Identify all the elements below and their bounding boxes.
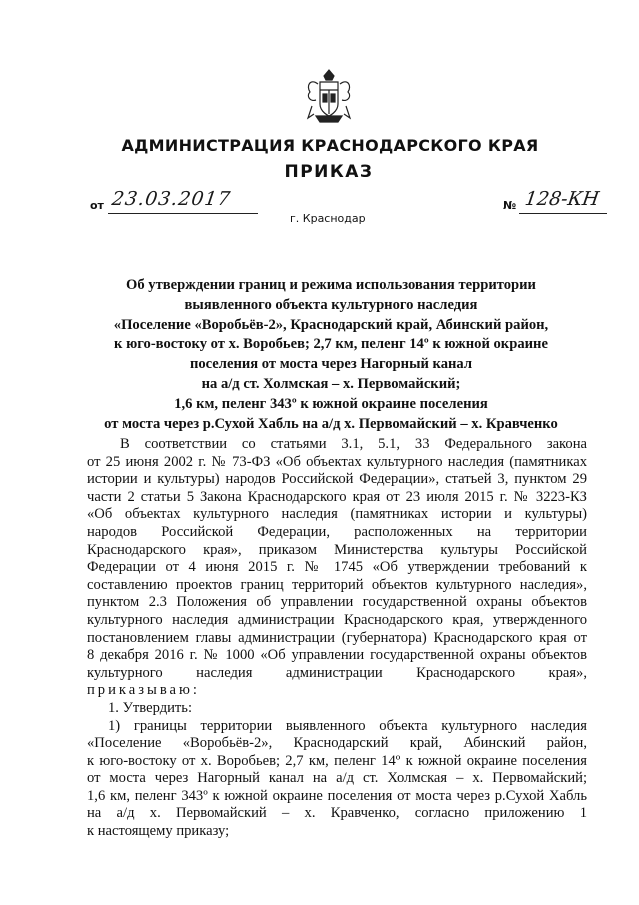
title-line: «Поселение «Воробьёв-2», Краснодарский край, Абинский район,	[113, 316, 549, 333]
body-line: части 2 статьи 5 Закона Краснодарского края от 23 июля 2015 г. № 3223-КЗ	[87, 488, 587, 505]
body-line: культурного наследия администрации Краснодарского края»,	[87, 664, 587, 681]
organization-name: АДМИНИСТРАЦИЯ КРАСНОДАРСКОГО КРАЯ	[121, 136, 539, 155]
title-line: на а/д ст. Холмская – х. Первомайский;	[201, 375, 461, 392]
title-line: поселения от моста через Нагорный канал	[189, 356, 473, 373]
body-line: от моста через Нагорный канал на а/д ст. Холмская – х. Первомайский;	[87, 770, 587, 787]
handwritten-number: 128-КН	[523, 188, 601, 210]
title-line: от моста через р.Сухой Хабль на а/д х. Первомайский – х. Кравченко	[104, 415, 558, 432]
title-line: 1,6 км, пеленг 343º к южной окраине поселения	[174, 395, 488, 412]
number-underline	[519, 213, 607, 214]
body-line: Краснодарского края», приказом Министерства культуры Российской	[87, 541, 587, 558]
body-line: 1,6 км, пеленг 343º к южной окраине поселения от моста через р.Сухой Хабль	[87, 787, 587, 804]
title-line: выявленного объекта культурного наследия	[184, 296, 478, 313]
body-line: к настоящему приказу;	[87, 823, 230, 840]
document-title	[86, 276, 576, 434]
body-line: В соответствии со статьями 3.1, 5.1, 33 Федерального закона	[120, 436, 587, 452]
body-line: «Поселение «Воробьёв-2», Краснодарский край, Абинский район,	[87, 735, 587, 752]
body-line: от 25 июня 2002 г. № 73-ФЗ «Об объектах культурного наследия (памятниках	[87, 453, 587, 470]
body-line: 1. Утвердить:	[108, 699, 193, 716]
body-line: Федерации от 4 июня 2015 г. № 1745 «Об утверждении требований к	[87, 559, 587, 576]
body-line: составлению проектов границ территорий объектов культурного наследия»,	[87, 576, 587, 593]
body-line: постановлением главы администрации (губернатора) Краснодарского края от	[87, 629, 587, 646]
body-line: пунктом 2.3 Положения об управлении государственной охраны объектов	[87, 594, 587, 611]
body-line: «Об объектах культурного наследия (памятниках истории и культуры)	[87, 506, 587, 523]
handwritten-date: 23.03.2017	[110, 188, 233, 210]
date-label: от	[90, 199, 104, 212]
city: г. Краснодар	[290, 212, 366, 225]
body-line: истории и культуры) народов Российской Федерации», статьей 3, пунктом 29	[87, 471, 587, 488]
date-underline	[108, 213, 258, 214]
number-label: №	[503, 199, 517, 212]
title-line: к юго-востоку от х. Воробьев; 2,7 км, пеленг 14º к южной окраине	[114, 336, 548, 353]
body-line: культурного наследия администрации Краснодарского края, утвержденного	[87, 611, 587, 628]
document-body	[87, 436, 587, 841]
body-line: на а/д х. Первомайский – х. Кравченко, согласно приложению 1	[87, 805, 587, 822]
body-line: к юго-востоку от х. Воробьев; 2,7 км, пеленг 14º к южной окраине поселения	[87, 752, 587, 769]
body-line: 8 декабря 2016 г. № 1000 «Об управлении государственной охраны объектов	[87, 647, 587, 664]
body-line: народов Российской Федерации, расположенных на территории	[87, 523, 587, 540]
body-line: приказываю:	[87, 682, 200, 699]
coat-of-arms-icon	[304, 68, 354, 124]
document-type: ПРИКАЗ	[284, 162, 374, 182]
body-line: 1) границы территории выявленного объекта культурного наследия	[108, 717, 587, 734]
title-line: Об утверждении границ и режима использования территории	[126, 277, 536, 293]
